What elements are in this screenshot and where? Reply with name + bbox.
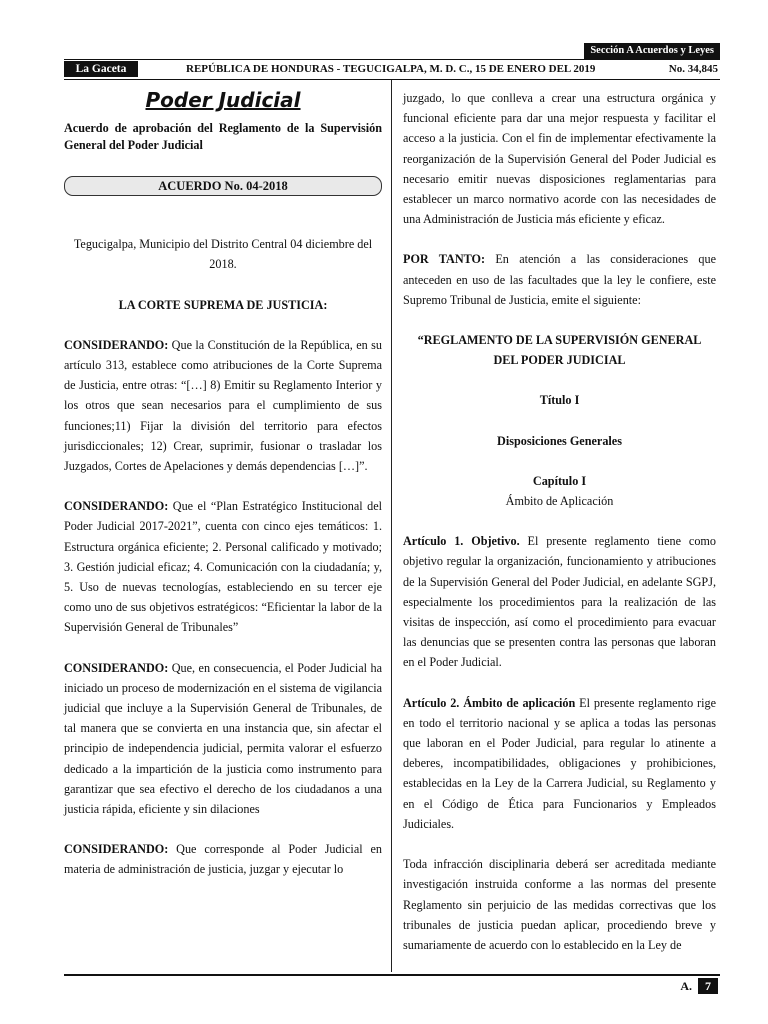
footer-rule [64,974,720,976]
por-tanto-label: POR TANTO: [403,252,486,267]
capitulo-name: Ámbito de Aplicación [505,494,614,509]
considerando-text: Que el “Plan Estratégico Institucional del Poder Judicial 2017-2021”, cuenta con cinco ejes temáticos: 1. Estructura orgánica eficiente; 2. Personal calificado y motivado; 3. Gestión judicial eficaz; 4. Comunicación con la ciudadanía; y, 5. Uso de nuevas tecnologías, estableciendo en su tercer eje como uno de sus objetivos estratégicos: “Eficientar la labor de la Supervisión General de Tribunales” [64,499,382,635]
considerando-label: CONSIDERANDO: [64,499,169,514]
titulo-heading: Título I [539,393,580,408]
article-1 [403,531,716,672]
issue-number: No. 34,845 [668,63,718,75]
article-2-label: Artículo 2. Ámbito de aplicación [403,695,576,710]
left-column [64,90,382,880]
considerando-text: Que, en consecuencia, el Poder Judicial ha iniciado un proceso de modernización en el sistema de vigilancia judicial que incluye a la Supervisión General de Tribunales, de tal manera que se convierta en una instancia que, sin afectar el principio de independencia judicial, permita valorar el esfuerzo dedicado a la impartición de la justicia como instrumento para garantizar que sea efectivo el derecho de los ciudadanos a una justicia rápida, eficiente y sin dilaciones [64,660,382,817]
section-letter: A. [680,978,692,993]
considerando-2 [64,496,382,637]
article-2 [403,693,716,834]
considerando-label: CONSIDERANDO: [64,337,169,352]
header-rule [64,59,720,60]
page-number-box: 7 [698,978,718,994]
court-heading: LA CORTE SUPREMA DE JUSTICIA: [118,297,328,312]
header-rule-lower [64,79,720,80]
considerando-3 [64,658,382,820]
acuerdo-number: ACUERDO No. 04-2018 [64,176,382,196]
considerando-text: Que la Constitución de la República, en su artículo 313, establece como atribuciones de la Corte Suprema de Justicia, entre otras: “[…] 8) Emitir su Reglamento Interior y los otros que sean necesarios para el cumplimiento de sus funciones;11) Fijar la división del territorio para efectos jurisdiccionales; 12) Crear, suprimir, fusionar o trasladar los Juzgados, Cortes de Apelaciones y demás dependencias […]”. [64,337,382,474]
regulation-title: “REGLAMENTO DE LA SUPERVISIÓN GENERAL DEL PODER JUDICIAL [417,333,702,368]
masthead [186,63,718,75]
article-2-text: El presente reglamento rige en todo el territorio nacional y se aplica a todas las personas que laboran en el Poder Judicial, para regular lo atinente a deberes, incompatibilidades, obligaciones y prohibiciones, establecidas en la Ley de la Carrera Judicial, su Reglamento y en el Código de Ética para Funcionarios y Empleados Judiciales. [403,695,716,831]
considerando-4 [64,839,382,879]
article-1-label: Artículo 1. Objetivo. [403,534,520,549]
considerando-label: CONSIDERANDO: [64,660,169,675]
column-divider [391,80,392,972]
considerando-text: Que corresponde al Poder Judicial en materia de administración de justicia, juzgar y ejecutar lo [64,842,382,877]
article-1-text: El presente reglamento tiene como objetivo regular la organización, funcionamiento y atribuciones de la Supervisión General del Poder Judicial, en adelante SGPJ, especialmente los procedimientos para la realización de las visitas de inspección, así como el procedimiento para evacuar las denuncias que se presenten contra las personas que laboran en el Poder Judicial. [403,534,717,670]
continuation-paragraph: juzgado, lo que conlleva a crear una estructura orgánica y funcional eficiente para dar una mejor respuesta y facilitar el acceso a la justicia. Con el fin de implementar efectivamente la reorganización de la Supervisión General del Poder Judicial es necesario emitir nuevas disposiciones reglamentarias para establecer un marco normativo acorde con las necesidades de una Administración de Justicia más eficiente y eficaz. [403,91,716,227]
article-2-continuation: Toda infracción disciplinaria deberá ser acreditada mediante investigación instruida conforme a las normas del presente Reglamento sin perjuicio de las medidas correctivas que los tribunales de justicia puedan aplicar, procediendo breve y sumariamente de acuerdo con lo establecido en la Ley de [403,857,716,952]
institution-title: Poder Judicial [145,88,301,112]
masthead-text: REPÚBLICA DE HONDURAS - TEGUCIGALPA, M. D. C., 15 DE ENERO DEL 2019 [186,63,596,75]
gazette-label: La Gaceta [64,61,138,77]
place-date: Tegucigalpa, Municipio del Distrito Central 04 diciembre del 2018. [73,237,373,272]
titulo-name: Disposiciones Generales [497,433,622,448]
section-tag: Sección A Acuerdos y Leyes [584,43,720,59]
right-column [403,88,716,955]
decree-subtitle: Acuerdo de aprobación del Reglamento de la Supervisión General del Poder Judicial [64,121,382,153]
considerando-1 [64,335,382,476]
capitulo-heading: Capítulo I [532,473,587,488]
considerando-label: CONSIDERANDO: [64,842,169,857]
por-tanto-text: En atención a las consideraciones que anteceden en uso de las facultades que la ley le confiere, este Supremo Tribunal de Justicia, emite el siguiente: [403,252,717,307]
page-number [680,978,718,994]
por-tanto-paragraph [403,249,716,310]
